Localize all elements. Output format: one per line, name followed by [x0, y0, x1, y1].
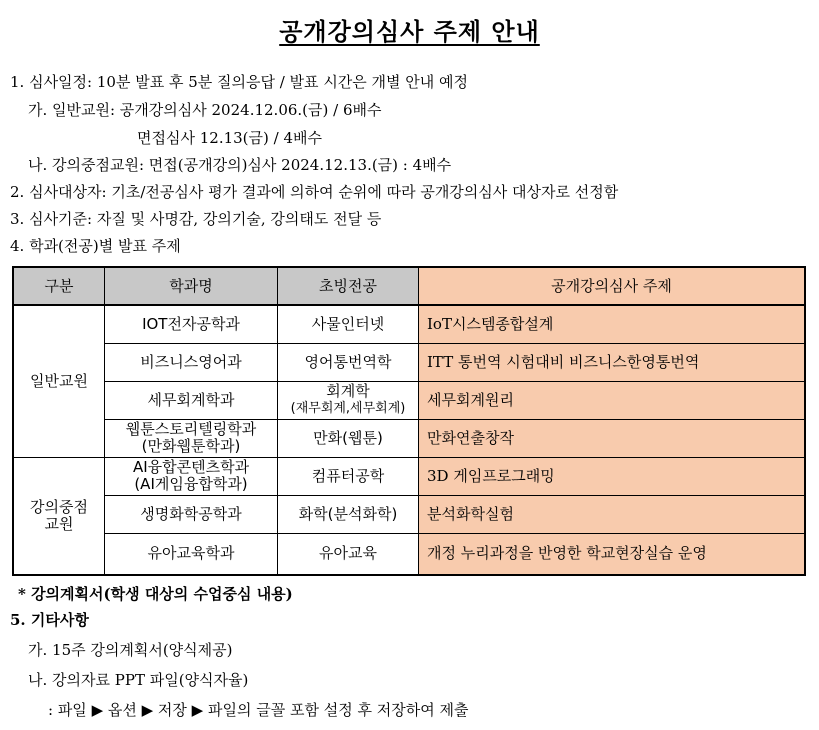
topic-cell: 세무회계원리: [419, 381, 806, 419]
item-other-instructions: : 파일 ▶ 옵션 ▶ 저장 ▶ 파일의 글꼴 포함 설정 후 저장하여 제출: [48, 701, 469, 719]
spec-cell: 영어통번역학: [278, 343, 419, 381]
group-general: 일반교원: [13, 305, 105, 457]
group-teaching: [13, 457, 105, 575]
header-department: 학과명: [105, 267, 278, 305]
dept-line: AI융합콘텐츠학과: [132, 458, 250, 476]
document-title: 공개강의심사 주제 안내: [279, 17, 540, 46]
dept-cell: IOT전자공학과: [105, 305, 278, 343]
dept-cell: 유아교육학과: [105, 533, 278, 575]
item-schedule-general: 가. 일반교원: 공개강의심사 2024.12.06.(금) / 6배수: [28, 101, 382, 119]
table-row: [13, 457, 805, 495]
topic-cell: 만화연출창작: [419, 419, 806, 457]
table-row: [13, 533, 805, 575]
topic-cell: 개정 누리과정을 반영한 학교현장실습 운영: [419, 533, 806, 575]
topic-cell: IoT시스템종합설계: [419, 305, 806, 343]
dept-cell: 생명화학공학과: [105, 495, 278, 533]
dept-cell: 비즈니스영어과: [105, 343, 278, 381]
item-schedule: 1. 심사일정: 10분 발표 후 5분 질의응답 / 발표 시간은 개별 안내 예정: [10, 73, 469, 91]
dept-cell: 세무회계학과: [105, 381, 278, 419]
table-row: [13, 495, 805, 533]
dept-cell: [105, 457, 278, 495]
table-row: [13, 381, 805, 419]
header-category: 구분: [13, 267, 105, 305]
item-other-syllabus: 가. 15주 강의계획서(양식제공): [28, 641, 233, 659]
spec-cell: 만화(웹툰): [278, 419, 419, 457]
group-teaching-line2: 교원: [44, 514, 74, 533]
table-row: [13, 419, 805, 457]
item-schedule-interview: 면접심사 12.13(금) / 4배수: [137, 129, 322, 147]
dept-line-sub: (AI게임융합학과): [134, 475, 248, 493]
item-other-ppt: 나. 강의자료 PPT 파일(양식자율): [28, 671, 249, 689]
topics-table: [12, 266, 806, 576]
item-topics-heading: 4. 학과(전공)별 발표 주제: [10, 237, 181, 255]
spec-cell: 사물인터넷: [278, 305, 419, 343]
table-row: [13, 305, 805, 343]
topic-cell: 분석화학실험: [419, 495, 806, 533]
item-schedule-teaching: 나. 강의중점교원: 면접(공개강의)심사 2024.12.13.(금) : 4배수: [28, 156, 452, 174]
note-syllabus: * 강의계획서(학생 대상의 수업중심 내용): [18, 585, 293, 603]
dept-line-sub: (만화웹툰학과): [141, 437, 241, 455]
item-candidates: 2. 심사대상자: 기초/전공심사 평가 결과에 의하여 순위에 따라 공개강의심사 대상자로 선정함: [10, 183, 619, 201]
item-criteria: 3. 심사기준: 자질 및 사명감, 강의기술, 강의태도 전달 등: [10, 210, 382, 228]
spec-line: 회계학: [326, 382, 370, 400]
topic-cell: ITT 통번역 시험대비 비즈니스한영통번역: [419, 343, 806, 381]
topic-cell: 3D 게임프로그래밍: [419, 457, 806, 495]
header-specialty: 초빙전공: [278, 267, 419, 305]
spec-cell: 컴퓨터공학: [278, 457, 419, 495]
dept-cell: [105, 419, 278, 457]
item-other: 5. 기타사항: [10, 611, 89, 629]
spec-line-sub: (재무회계,세무회계): [290, 401, 406, 416]
group-teaching-line1: 강의중점: [30, 497, 88, 516]
spec-cell: [278, 381, 419, 419]
spec-cell: 화학(분석화학): [278, 495, 419, 533]
dept-line: 웹툰스토리텔링학과: [125, 420, 257, 438]
table-row: [13, 343, 805, 381]
spec-cell: 유아교육: [278, 533, 419, 575]
header-topic: 공개강의심사 주제: [419, 267, 806, 305]
table-header-row: [13, 267, 805, 305]
